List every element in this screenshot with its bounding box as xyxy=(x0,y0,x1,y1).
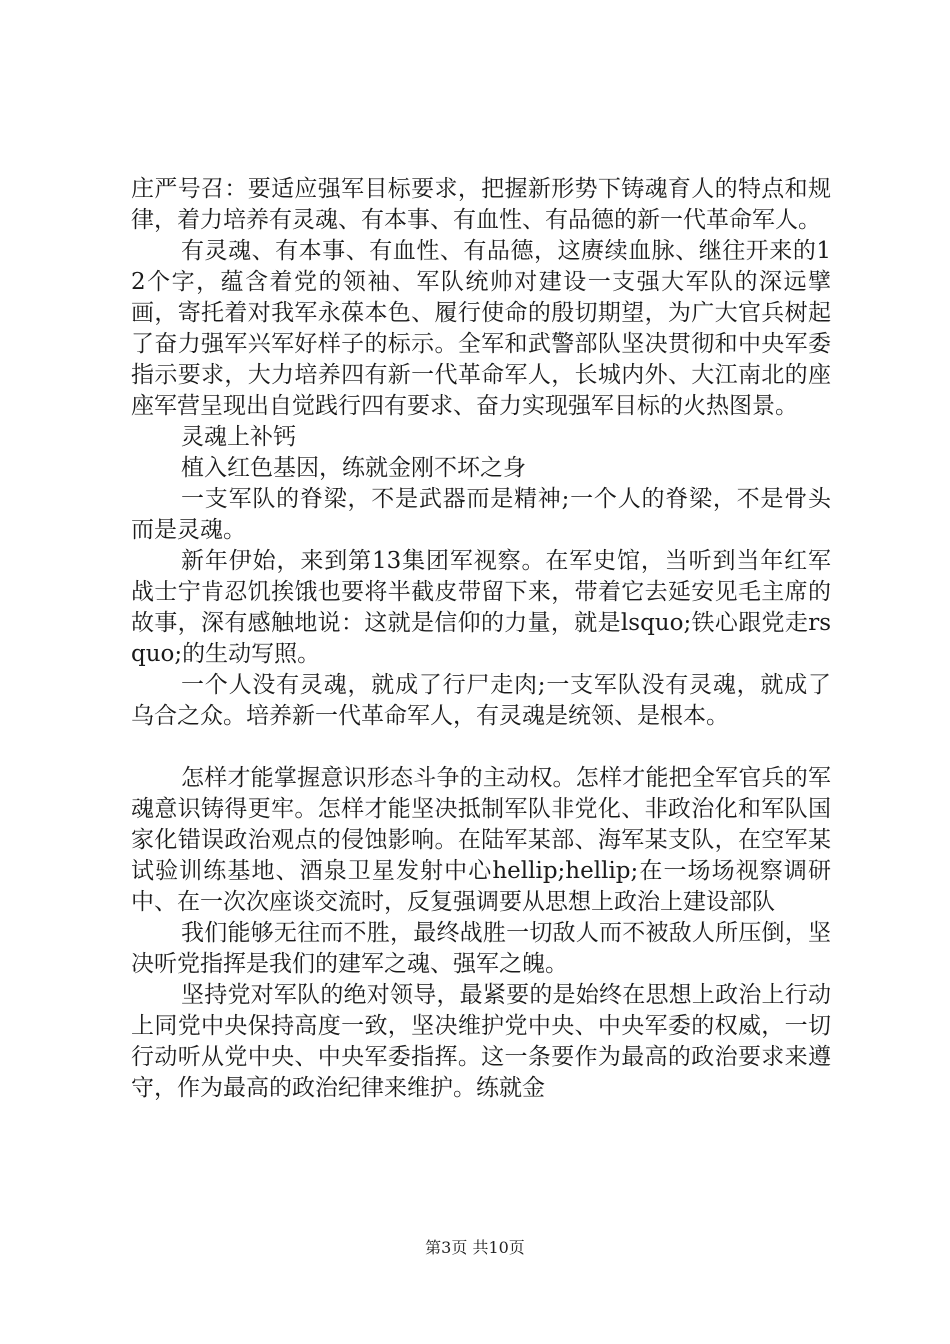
paragraph: 庄严号召：要适应强军目标要求，把握新形势下铸魂育人的特点和规律，着力培养有灵魂、有本事、有血性、有品德的新一代革命军人。 xyxy=(131,176,831,233)
page-footer: 第3页 共10页 xyxy=(425,1238,525,1257)
section-subheading: 植入红色基因，练就金刚不坏之身 xyxy=(181,455,526,481)
paragraph: 坚持党对军队的绝对领导，最紧要的是始终在思想上政治上行动上同党中央保持高度一致，坚决维护党中央、中央军委的权威，一切行动听从党中央、中央军委指挥。这一条要作为最高的政治要求来遵守，作为最高的政治纪律来维护。练就金 xyxy=(131,982,831,1101)
paragraph: 我们能够无往而不胜，最终战胜一切敌人而不被敌人所压倒，坚决听党指挥是我们的建军之魂、强军之魄。 xyxy=(131,920,831,977)
paragraph: 有灵魂、有本事、有血性、有品德，这赓续血脉、继往开来的12个字，蕴含着党的领袖、军队统帅对建设一支强大军队的深远擘画，寄托着对我军永葆本色、履行使命的殷切期望，为广大官兵树起了奋力强军兴军好样子的标示。全军和武警部队坚决贯彻和中央军委指示要求，大力培养四有新一代革命军人，长城内外、大江南北的座座军营呈现出自觉践行四有要求、奋力实现强军目标的火热图景。 xyxy=(131,238,831,419)
paragraph: 怎样才能掌握意识形态斗争的主动权。怎样才能把全军官兵的军魂意识铸得更牢。怎样才能坚决抵制军队非党化、非政治化和军队国家化错误政治观点的侵蚀影响。在陆军某部、海军某支队，在空军某试验训练基地、酒泉卫星发射中心hellip;hellip;在一场场视察调研中、在一次次座谈交流时，反复强调要从思想上政治上建设部队 xyxy=(131,765,831,915)
document-body xyxy=(131,174,831,1104)
section-heading: 灵魂上补钙 xyxy=(181,424,296,450)
paragraph: 一支军队的脊梁，不是武器而是精神;一个人的脊梁，不是骨头而是灵魂。 xyxy=(131,486,831,543)
paragraph: 新年伊始，来到第13集团军视察。在军史馆，当听到当年红军战士宁肯忍饥挨饿也要将半截皮带留下来，带着它去延安见毛主席的故事，深有感触地说：这就是信仰的力量，就是lsquo;铁心跟党走rsquo;的生动写照。 xyxy=(131,548,831,667)
paragraph: 一个人没有灵魂，就成了行尸走肉;一支军队没有灵魂，就成了乌合之众。培养新一代革命军人，有灵魂是统领、是根本。 xyxy=(131,672,831,729)
